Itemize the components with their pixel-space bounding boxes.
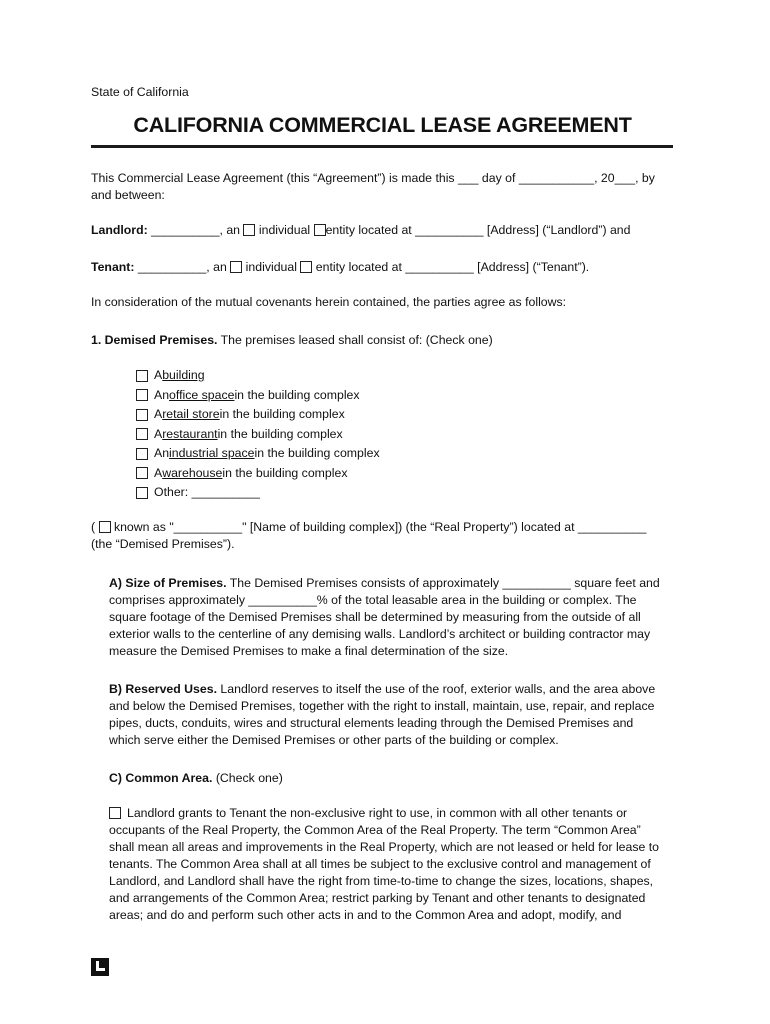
premises-option-building: A building — [136, 366, 380, 386]
premises-option-checkbox[interactable] — [136, 448, 148, 460]
reserved-uses-paragraph: B) Reserved Uses. Landlord reserves to itself the use of the roof, exterior walls, and the area above and below the Demised Premises, together with the right to install, maintain, use, repair, and replace pipes, ducts, conduits, wires and structural elements leading through the Demised Premises and which serve either the Demised Premises or other parts of the building or complex. — [109, 682, 656, 747]
reserved-heading: B) Reserved Uses. — [109, 682, 217, 696]
tenant-entity-label: entity located at __________ [Address] (“Tenant”). — [315, 260, 590, 274]
common-area-heading-line: C) Common Area. (Check one) — [109, 771, 283, 785]
known-as-paragraph — [91, 519, 681, 553]
size-heading: A) Size of Premises. — [109, 576, 227, 590]
premises-option-link[interactable]: office space — [169, 387, 235, 402]
premises-option-link[interactable]: warehouse — [162, 465, 223, 480]
tenant-entity-checkbox[interactable] — [300, 261, 312, 273]
common-heading: C) Common Area. — [109, 771, 213, 785]
premises-option-checkbox[interactable] — [136, 370, 148, 382]
tenant-line — [91, 259, 681, 276]
tenant-individual-checkbox[interactable] — [230, 261, 242, 273]
landlord-entity-label: entity located at __________ [Address] (“Landlord”) and — [325, 223, 631, 237]
premises-option-industrial-space: An industrial space in the building complex — [136, 444, 380, 464]
landlord-entity-checkbox[interactable] — [314, 224, 326, 236]
premises-option-other: Other: __________ — [136, 483, 380, 503]
premises-option-warehouse: A warehouse in the building complex — [136, 464, 380, 484]
known-as-checkbox[interactable] — [99, 521, 111, 533]
premises-option-office-space: An office space in the building complex — [136, 386, 380, 406]
section-1-text: The premises leased shall consist of: (Check one) — [220, 333, 493, 347]
common-area-checkbox[interactable] — [109, 807, 121, 819]
section-1-heading-line — [91, 332, 681, 349]
intro-line-2: and between: — [91, 188, 165, 202]
premises-option-checkbox[interactable] — [136, 428, 148, 440]
document-title: CALIFORNIA COMMERCIAL LEASE AGREEMENT — [133, 113, 632, 137]
tenant-individual-label: individual — [245, 260, 297, 274]
premises-option-checkbox[interactable] — [136, 409, 148, 421]
landlord-blank: __________, an — [151, 223, 241, 237]
consideration-text: In consideration of the mutual covenants herein contained, the parties agree as follows: — [91, 295, 567, 309]
known-as-line-2: (the “Demised Premises”). — [91, 537, 235, 551]
size-of-premises-paragraph: A) Size of Premises. The Demised Premises consists of approximately __________ square feet and comprises approximately __________% of the total leasable area in the building or complex. The square footage of the Demised Premises shall be determined by measuring from the outside of all exterior walls to the centerline of any demising walls. Landlord’s architect or building contractor may measure the Demised Premises to make a final determination of the size. — [109, 576, 660, 658]
landlord-individual-checkbox[interactable] — [243, 224, 255, 236]
landlord-line — [91, 222, 681, 239]
premises-options-list — [136, 366, 380, 503]
premises-option-checkbox[interactable] — [136, 389, 148, 401]
legal-templates-logo-icon — [91, 958, 109, 976]
tenant-label: Tenant: — [91, 260, 135, 274]
tenant-blank: __________, an — [137, 260, 227, 274]
landlord-label: Landlord: — [91, 223, 148, 237]
title-underline — [91, 145, 673, 148]
common-area-paragraph: Landlord grants to Tenant the non-exclusive right to use, in common with all other tenants or occupants of the Real Property, the Common Area of the Real Property. The term “Common Area” shall mean all areas and improvements in the Real Property, which are not leased or held for lease to tenants. The Common Area shall at all times be subject to the exclusive control and management of Landlord, and Landlord shall have the right from time-to-time to change the sizes, locations, shapes, and arrangements of the Common Area; restrict parking by Tenant and other tenants to designated areas; and do and perform such other acts in and to the Common Area and adopt, modify, and — [109, 806, 660, 922]
premises-option-checkbox[interactable] — [136, 467, 148, 479]
premises-option-restaurant: A restaurant in the building complex — [136, 425, 380, 445]
premises-option-link[interactable]: building — [162, 368, 205, 383]
premises-option-link[interactable]: retail store — [162, 407, 220, 422]
landlord-individual-label: individual — [258, 223, 311, 237]
intro-line-1: This Commercial Lease Agreement (this “Agreement”) is made this ___ day of ___________, 20___, by — [91, 171, 655, 185]
section-1-heading: 1. Demised Premises. — [91, 333, 218, 347]
premises-option-link[interactable]: restaurant — [162, 426, 218, 441]
premises-option-link[interactable]: industrial space — [169, 446, 255, 461]
premises-option-retail-store: A retail store in the building complex — [136, 405, 380, 425]
premises-option-checkbox[interactable] — [136, 487, 148, 499]
state-label: State of California — [91, 85, 189, 99]
intro-paragraph — [91, 170, 681, 204]
known-as-line-1: ( known as "__________" [Name of building complex]) (the “Real Property”) located at __________ — [91, 520, 647, 534]
